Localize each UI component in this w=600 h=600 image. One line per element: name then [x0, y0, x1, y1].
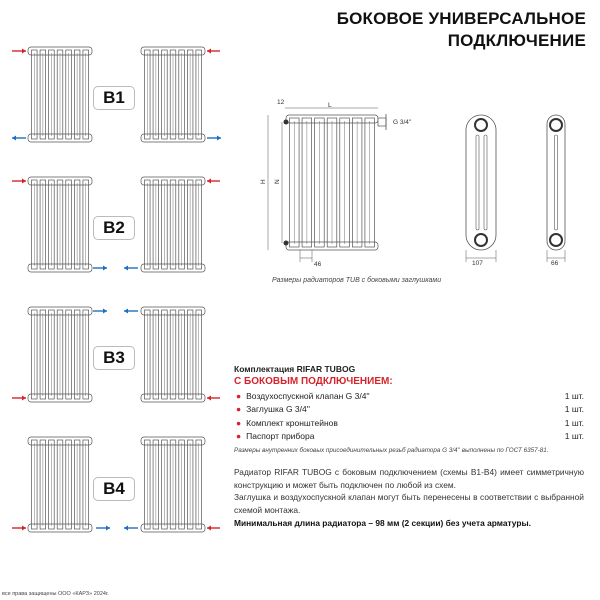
kit-subheading: С БОКОВЫМ ПОДКЛЮЧЕНИЕМ:: [234, 376, 393, 387]
kit-item: [234, 403, 584, 417]
kit-item-name: Паспорт прибора: [246, 431, 315, 442]
radiator-side-view-66: [547, 115, 565, 262]
radiator-front-view: [284, 114, 387, 250]
kit-heading: Комплектация RIFAR TUBOG: [234, 364, 356, 374]
dim-46: 46: [314, 261, 322, 268]
supply-arrow-icon: [12, 396, 26, 401]
bullet-icon: ●: [236, 404, 242, 415]
scheme-label-b4: B4: [93, 477, 135, 501]
radiator-icon: [286, 115, 378, 250]
drawing-caption: Размеры радиаторов TUB с боковыми заглушками: [272, 277, 442, 284]
dim-L: L: [328, 102, 332, 109]
supply-arrow-icon: [207, 526, 220, 531]
dim-12: 12: [277, 99, 285, 106]
kit-item: [234, 389, 584, 403]
kit-item-name: Воздухоспускной клапан G 3/4'': [246, 390, 370, 401]
dim-66: 66: [551, 260, 559, 267]
scheme-label-b3: B3: [93, 346, 135, 370]
radiator-icon: [141, 307, 205, 402]
title-line-1: БОКОВОЕ УНИВЕРСАЛЬНОЕ: [336, 9, 586, 28]
kit-item-qty: 1 шт.: [564, 417, 584, 428]
kit-note: Размеры внутренних боковых присоединительных резьб радиатора G 3/4'' выполнены по ГОСТ 6357-81.: [234, 447, 549, 454]
copyright: все права защищены ООО «КАРЗ» 2024г.: [2, 591, 109, 597]
return-arrow-icon: [96, 526, 110, 531]
radiator-icon: [28, 437, 92, 532]
description-p1: Радиатор RIFAR TUBOG с боковым подключением (схемы В1-В4) имеет симметричную конструкцию и может быть подключен по любой из схем.: [234, 467, 584, 490]
return-arrow-icon: [93, 309, 107, 314]
bullet-icon: ●: [236, 417, 242, 428]
scheme-label-b1: B1: [93, 86, 135, 110]
kit-item-qty: 1 шт.: [564, 404, 584, 415]
dim-H: H: [260, 179, 267, 184]
supply-arrow-icon: [12, 526, 26, 531]
scheme-label-b2: B2: [93, 216, 135, 240]
radiator-side-view-107: [466, 115, 496, 262]
kit-section: [234, 364, 584, 454]
bullet-icon: ●: [236, 431, 242, 442]
return-arrow-icon: [124, 309, 138, 314]
kit-item-name: Комплект кронштейнов: [246, 417, 338, 428]
description-p3: Минимальная длина радиатора – 98 мм (2 секции) без учета арматуры.: [234, 517, 531, 528]
supply-arrow-icon: [207, 396, 220, 401]
kit-item-qty: 1 шт.: [564, 431, 584, 442]
kit-item: [234, 416, 584, 430]
kit-item: [234, 430, 584, 444]
dim-N: N: [274, 179, 281, 184]
dim-107: 107: [472, 260, 483, 267]
bullet-icon: ●: [236, 390, 242, 401]
return-arrow-icon: [124, 526, 138, 531]
kit-item-name: Заглушка G 3/4'': [246, 404, 310, 415]
kit-item-qty: 1 шт.: [564, 390, 584, 401]
thread-label: G 3/4'': [393, 119, 412, 126]
radiator-icon: [28, 307, 92, 402]
title-line-2: ПОДКЛЮЧЕНИЕ: [447, 31, 586, 50]
description-p2: Заглушка и воздухоспускной клапан могут быть перенесены в соответствии с выбранной схемой монтажа.: [234, 492, 584, 516]
description: [234, 466, 584, 530]
radiator-icon: [141, 437, 205, 532]
